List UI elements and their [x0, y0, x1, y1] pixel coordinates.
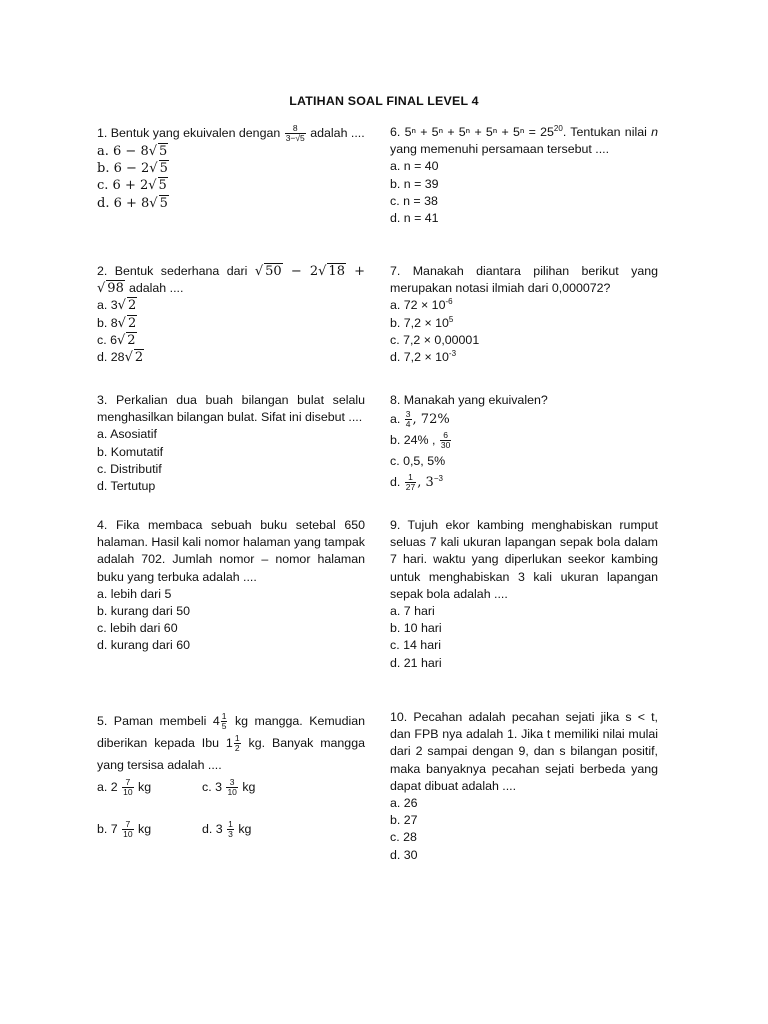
- option-d: d. 6 + 8√ 5: [97, 195, 168, 211]
- option-a: a. Asosiatif: [97, 427, 157, 442]
- fraction: $\frac{8}{3-√5}$: [285, 123, 305, 143]
- question-1-stem: 1. Bentuk yang ekuivalen dengan $\frac{8}{3-√5}$ adalah ....: [97, 123, 365, 143]
- sqrt-symbol: √ 2: [116, 332, 136, 348]
- option-b: b. 24% , $\frac{6}{30}$: [390, 430, 451, 451]
- sqrt-symbol: √ 18: [318, 264, 345, 279]
- question-9-stem: 9. Tujuh ekor kambing menghabiskan rumput seluas 7 kali ukuran lapangan sepak bola dalam 7 hari. waktu yang diperlukan seekor kambing untuk menghabiskan 3 kali ukuran lapangan sepak bola adalah ....: [390, 518, 658, 601]
- question-4-stem: 4. Fika membaca sebuah buku setebal 650 halaman. Hasil kali nomor halaman yang tampak adalah 702. Jumlah nomor – nomor halaman buku yang terbuka adalah ....: [97, 518, 365, 584]
- question-3: [97, 392, 365, 495]
- option-b: b. n = 39: [390, 176, 439, 191]
- question-1: [97, 124, 365, 212]
- option-c: c. 6√ 2: [97, 332, 136, 348]
- question-4: [97, 517, 365, 655]
- option-a: a. 26: [390, 796, 418, 811]
- fraction: $\frac{1}{27}$: [405, 472, 416, 493]
- fraction: $\frac{1}{3}$: [228, 819, 233, 840]
- option-c: c. 6 + 2√ 5: [97, 178, 167, 194]
- option-c: c. 3 $\frac{3}{10}$ kg: [202, 777, 256, 798]
- option-d: d. 30: [390, 847, 418, 862]
- fraction: $\frac{6}{30}$: [440, 430, 451, 451]
- option-c: c. n = 38: [390, 193, 438, 208]
- option-c: c. lebih dari 60: [97, 621, 178, 636]
- sqrt-symbol: √ 2: [124, 350, 144, 366]
- fraction: $\frac{1}{5}$: [221, 711, 227, 732]
- option-d: d. Tertutup: [97, 479, 156, 494]
- question-7: [390, 263, 658, 366]
- option-c: c. Distributif: [97, 461, 162, 476]
- question-10: [390, 709, 658, 864]
- option-d: d. $7,2 \times 10^{-3}$: [390, 349, 457, 365]
- page-title: LATIHAN SOAL FINAL LEVEL 4: [289, 94, 479, 108]
- sqrt-symbol: √ 5: [148, 144, 168, 159]
- question-6-stem: 6. $5^n + 5^n + 5^n + 5^n + 5^n = 25^{20}$. Tentukan nilai n yang memenuhi persamaan tersebut ....: [390, 124, 658, 157]
- question-10-stem: 10. Pecahan adalah pecahan sejati jika s < t, dan FPB nya adalah 1. Jika t memiliki nilai mulai dari 2 sampai dengan 9, dan s bilangan positif, maka banyaknya pecahan sejati berbeda yang dapat dibuat adalah ....: [390, 710, 658, 793]
- sqrt-symbol: √ 5: [149, 195, 168, 211]
- option-b: b. 27: [390, 813, 418, 828]
- options-row: [97, 776, 365, 798]
- question-3-stem: 3. Perkalian dua buah bilangan bulat selalu menghasilkan bilangan bulat. Sifat ini disebut ....: [97, 393, 365, 425]
- option-d: d. 3 $\frac{1}{3}$ kg: [202, 819, 252, 840]
- fraction: $\frac{1}{2}$: [234, 733, 240, 754]
- sqrt-symbol: √ 98: [97, 281, 124, 297]
- option-c: c. 0,5, 5%: [390, 454, 446, 468]
- option-b: b. 10 hari: [390, 621, 442, 636]
- option-d: d. 28√ 2: [97, 350, 144, 366]
- option-a: a. 7 hari: [390, 604, 435, 619]
- sqrt-symbol: √ 50: [254, 264, 282, 279]
- option-b: b. kurang dari 50: [97, 604, 190, 619]
- option-b: b. 6 − 2√ 5: [97, 161, 168, 177]
- question-2: [97, 263, 365, 366]
- fraction: $\frac{3}{10}$: [227, 777, 237, 798]
- question-8: [390, 392, 658, 493]
- question-9: [390, 517, 658, 672]
- option-c: c. 28: [390, 830, 417, 845]
- question-2-stem: 2. Bentuk sederhana dari √ 50 − 2√ 18 + √ 98 adalah ....: [97, 264, 365, 297]
- sqrt-symbol: √ 2: [117, 315, 137, 331]
- question-5-stem: 5. Paman membeli 4 $\frac{1}{5}$ kg mangga. Kemudian diberikan kepada Ibu 1 $\frac{1}{2}$ kg. Banyak mangga yang tersisa adalah ....: [97, 711, 365, 772]
- expression: √ 50 − 2√ 18 + √ 98: [97, 264, 365, 297]
- sqrt-symbol: √ 2: [117, 298, 137, 314]
- question-7-stem: 7. Manakah diantara pilihan berikut yang merupakan notasi ilmiah dari 0,000072?: [390, 264, 658, 296]
- option-a: a. 3√ 2: [97, 298, 137, 314]
- option-d: d. $\frac{1}{27}$ , $3^{-3}$: [390, 472, 443, 493]
- option-c: c. 7,2 × 0,00001: [390, 332, 480, 347]
- option-d: d. kurang dari 60: [97, 638, 190, 653]
- option-a: a. 6 − 8√ 5: [97, 144, 168, 159]
- option-b: b. $7,2 \times 10^5$: [390, 314, 454, 330]
- sqrt-symbol: √ 5: [148, 178, 167, 194]
- fraction: $\frac{7}{10}$: [123, 777, 133, 798]
- option-a: a. 2 $\frac{7}{10}$ kg: [97, 777, 152, 798]
- option-c: c. 14 hari: [390, 638, 441, 653]
- sqrt-symbol: √ 5: [149, 161, 168, 177]
- option-a: a. $\frac{3}{4}$ , 72%: [390, 409, 450, 430]
- option-a: a. lebih dari 5: [97, 586, 172, 601]
- option-a: a. $72 \times 10^{-6}$: [390, 297, 453, 313]
- fraction: $\frac{7}{10}$: [123, 819, 133, 840]
- option-b: b. 7 $\frac{7}{10}$ kg: [97, 819, 152, 840]
- options-row: [97, 818, 365, 840]
- option-d: d. 21 hari: [390, 655, 442, 670]
- option-b: b. 8√ 2: [97, 315, 137, 331]
- option-d: d. n = 41: [390, 211, 439, 226]
- option-b: b. Komutatif: [97, 444, 164, 459]
- question-8-stem: 8. Manakah yang ekuivalen?: [390, 393, 548, 407]
- option-a: a. n = 40: [390, 159, 439, 174]
- question-5: [97, 710, 365, 840]
- question-6: [390, 124, 658, 227]
- fraction: $\frac{3}{4}$: [405, 409, 411, 430]
